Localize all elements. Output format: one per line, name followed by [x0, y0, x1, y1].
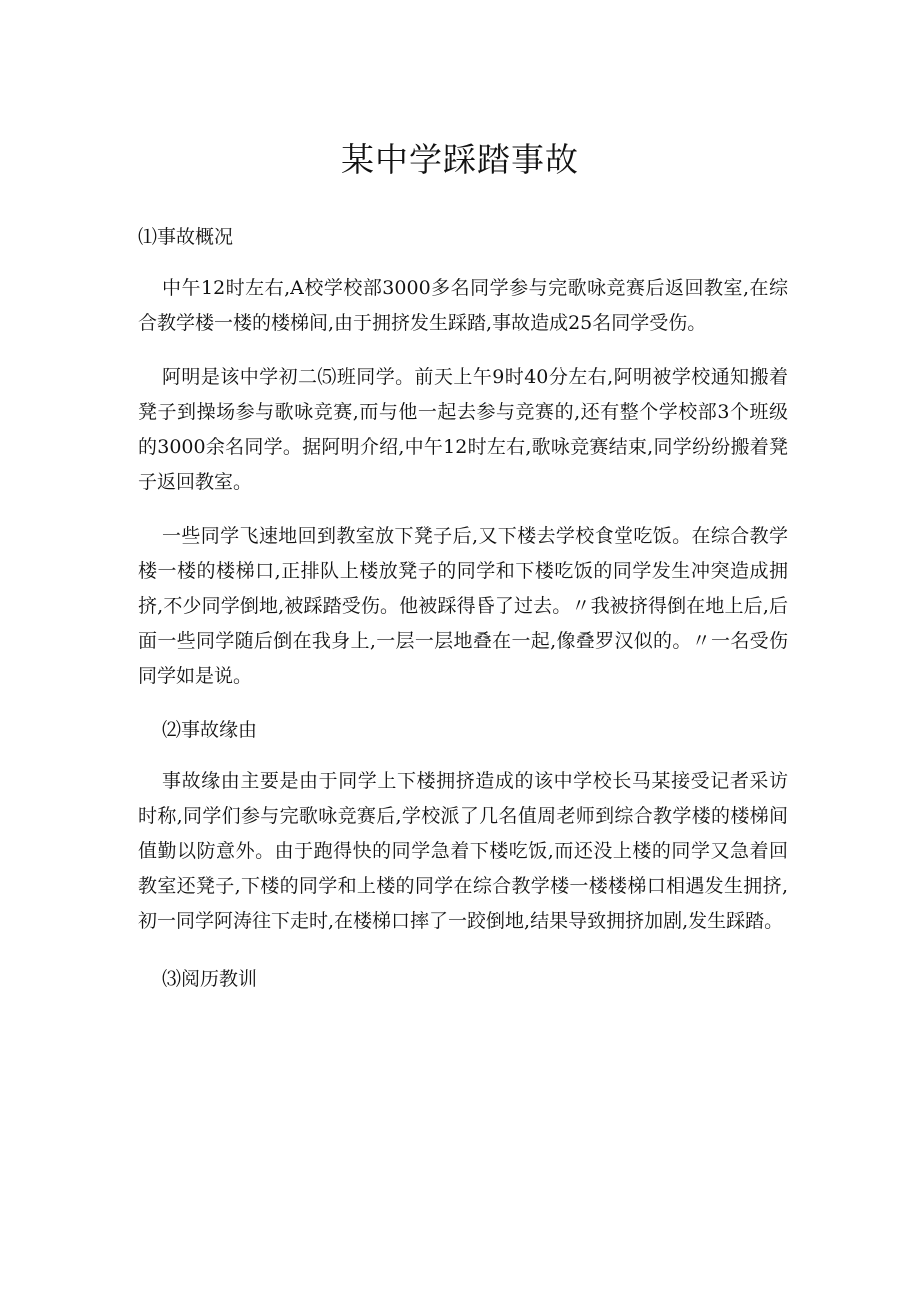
section-heading-cause: ⑵事故缘由	[162, 719, 258, 741]
section-heading-overview: ⑴事故概况	[138, 226, 234, 248]
document-title: 某中学踩踏事故	[341, 140, 579, 179]
paragraph: 一些同学飞速地回到教室放下凳子后,又下楼去学校食堂吃饭。在综合教学楼一楼的楼梯口,正排队上楼放凳子的同学和下楼吃饭的同学发生冲突造成拥挤,不少同学倒地,被踩踏受伤。他被踩得昏了过去。〃我被挤得倒在地上后,后面一些同学随后倒在我身上,一层一层地叠在一起,像叠罗汉似的。〃一名受伤同学如是说。	[138, 525, 788, 687]
paragraph: 事故缘由主要是由于同学上下楼拥挤造成的该中学校长马某接受记者采访时称,同学们参与完歌咏竞赛后,学校派了几名值周老师到综合教学楼的楼梯间值勤以防意外。由于跑得快的同学急着下楼吃饭,而还没上楼的同学又急着回教室还凳子,下楼的同学和上楼的同学在综合教学楼一楼楼梯口相遇发生拥挤,初一同学阿涛往下走时,在楼梯口摔了一跤倒地,结果导致拥挤加剧,发生踩踏。	[138, 770, 788, 932]
paragraph: 阿明是该中学初二⑸班同学。前天上午9时40分左右,阿明被学校通知搬着凳子到操场参与歌咏竞赛,而与他一起去参与竞赛的,还有整个学校部3个班级的3000余名同学。据阿明介绍,中午12时左右,歌咏竞赛结束,同学纷纷搬着凳子返回教室。	[138, 366, 788, 493]
document-body	[138, 220, 788, 1013]
section-heading-lessons: ⑶阅历教训	[162, 968, 258, 990]
paragraph: 中午12时左右,A校学校部3000多名同学参与完歌咏竞赛后返回教室,在综合教学楼一楼的楼梯间,由于拥挤发生踩踏,事故造成25名同学受伤。	[138, 277, 788, 334]
